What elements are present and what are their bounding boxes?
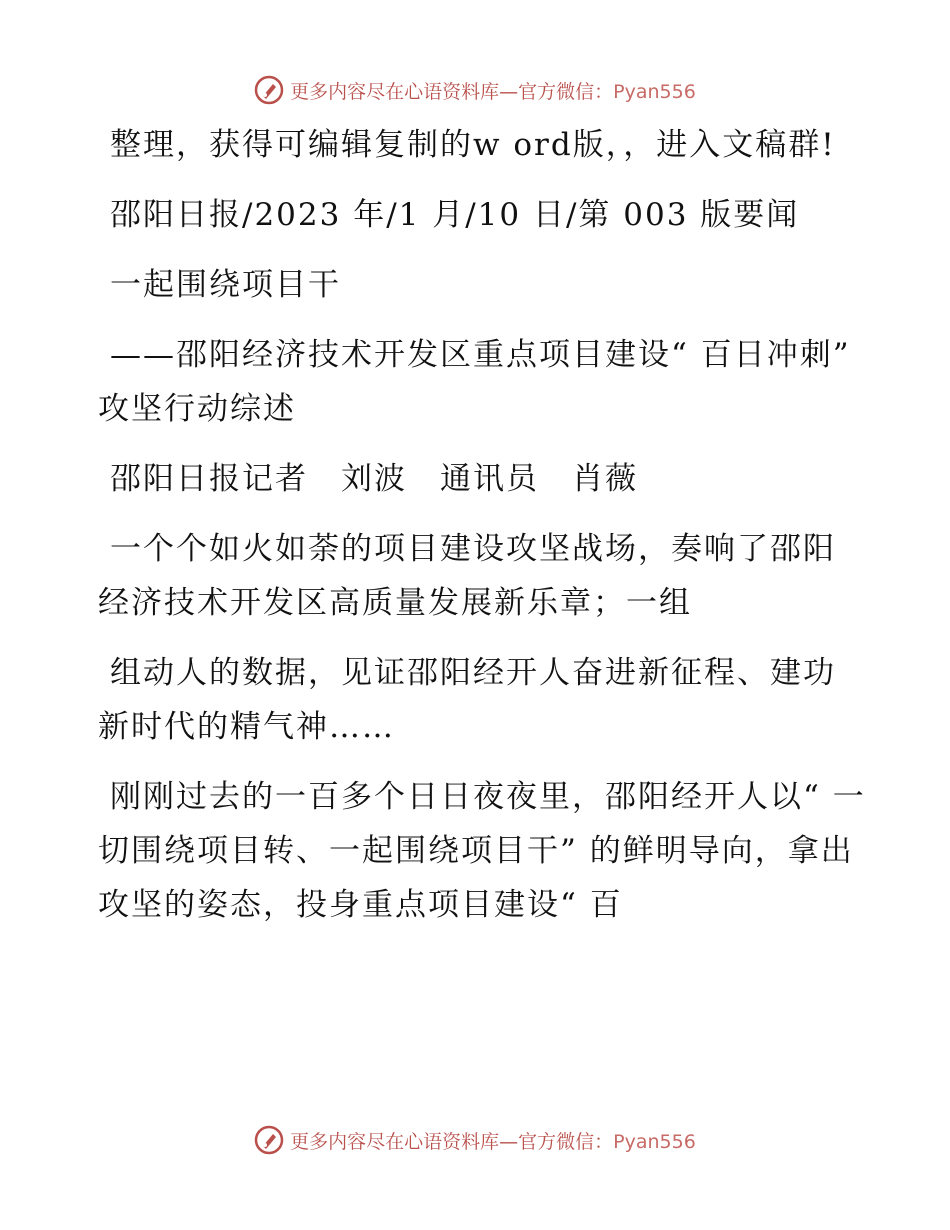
header-banner — [0, 72, 950, 108]
paragraph-body-3: 刚刚过去的一百多个日日夜夜里，邵阳经开人以“ 一切围绕项目转、一起围绕项目干” 的鲜明导向，拿出攻坚的姿态，投身重点项目建设“ 百 — [98, 779, 866, 923]
paragraph-body-1: 一个个如火如荼的项目建设攻坚战场，奏响了邵阳经济技术开发区高质量发展新乐章；一组 — [98, 531, 836, 621]
article-title: 一起围绕项目干 — [110, 267, 341, 303]
banner-account: Pyan556 — [613, 1130, 696, 1153]
pen-logo-icon — [254, 75, 284, 105]
banner-main-text: 更多内容尽在心语资料库—官方微信： — [290, 1130, 614, 1153]
paragraph-intro: 整理，获得可编辑复制的w ord版，，进入文稿群! — [110, 127, 836, 163]
footer-banner — [0, 1122, 950, 1158]
document-body — [98, 118, 868, 948]
article-subtitle: ——邵阳经济技术开发区重点项目建设“ 百日冲刺” 攻坚行动综述 — [98, 337, 851, 427]
paragraph-source: 邵阳日报/2023 年/1 月/10 日/第 003 版要闻 — [110, 197, 800, 233]
pen-logo-icon — [254, 1125, 284, 1155]
banner-account: Pyan556 — [613, 80, 696, 103]
paragraph-body-2: 组动人的数据，见证邵阳经开人奋进新征程、建功新时代的精气神…… — [98, 655, 836, 745]
banner-main-text: 更多内容尽在心语资料库—官方微信： — [290, 80, 614, 103]
banner-text — [290, 1127, 696, 1154]
banner-text — [290, 77, 696, 104]
article-byline: 邵阳日报记者 刘波 通讯员 肖薇 — [110, 461, 638, 497]
